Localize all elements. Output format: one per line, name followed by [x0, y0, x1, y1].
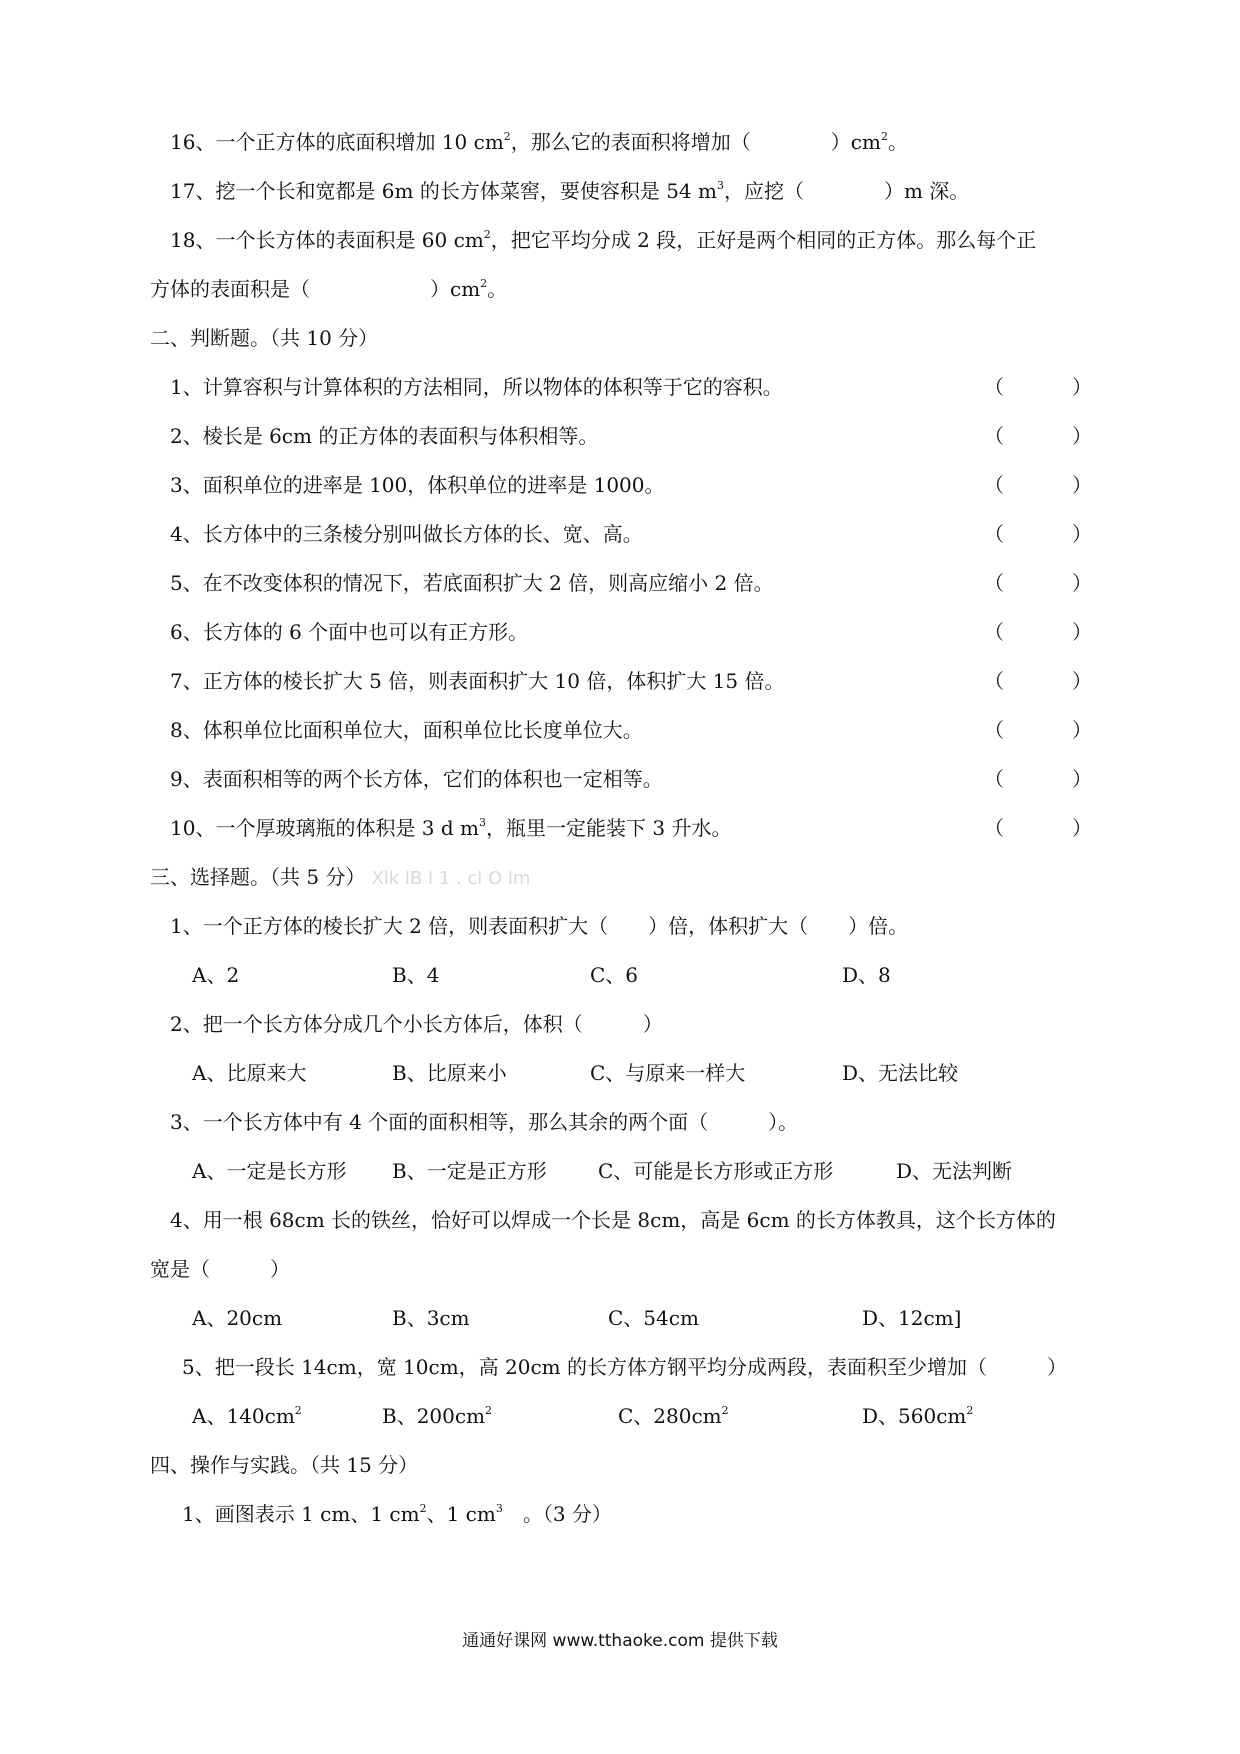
choice-5-option-b[interactable]: B、$200cm^2$	[382, 1404, 493, 1428]
choice-3-option-d[interactable]: D、无法判断	[896, 1159, 1013, 1183]
choice-5-option-d[interactable]: D、$560cm^2$	[862, 1404, 974, 1428]
watermark-text: Xlk lB l 1 . cl O lm	[371, 868, 531, 889]
judge-item-9: 9、表面积相等的两个长方体，它们的体积也一定相等。	[170, 767, 663, 791]
judge-item-6: 6、长方体的 6 个面中也可以有正方形。	[170, 620, 529, 644]
judge-item-2: 2、棱长是 6cm 的正方体的表面积与体积相等。	[170, 424, 599, 448]
section-title-judge: 二、判断题。（共 10 分）	[150, 326, 379, 350]
judge-item-7: 7、正方体的棱长扩大 5 倍，则表面积扩大 10 倍，体积扩大 15 倍。	[170, 669, 785, 693]
exam-page: 16、一个正方体的底面积增加 10 $cm^2$，那么它的表面积将增加（ ）$cm^2$。 17、挖一个长和宽都是 6m 的长方体菜窖，要使容积是 54 $m^3$，应挖（ ）m 深。 18、一个长方体的表面积是 60 $cm^2$，把它平均分成 2 段，正好是两个相同的正方体。那么每个正 方体的表面积是（ ）$cm^2$。 二、判断题。（共 10 分） 1、计算容积与计算体积的方法相同，所以物体的体积等于它的容积。 （ ） 2、棱长是 6cm 的正方体的表面积与体积相等。 （ ） 3、面积单位的进率是 100，体积单位的进率是 1000。 （ ） 4、长方体中的三条棱分别叫做长方体的长、宽、高。 （ ） 5、在不改变体积的情况下，若底面积扩大 2 倍，则高应缩小 2 倍。 （ ） 6、长方体的 6 个面中也可以有正方形。 （ ） 7、正方体的棱长扩大 5 倍，则表面积扩大 10 倍，体积扩大 15 倍。 （ ） 8、体积单位比面积单位大，面积单位比长度单位大。 （ ） 9、表面积相等的两个长方体，它们的体积也一定相等。 （ ） 10、一个厚玻璃瓶的体积是 3 d $m^3$，瓶里一定能装下 3 升水。 （ ） 三、选择题。（共 5 分） Xlk lB l 1 . cl O lm 1、一个正方体的棱长扩大 2 倍，则表面积扩大（ ）倍，体积扩大（ ）倍。 A、2 B、4 C、6 D、8 2、把一个长方体分成几个小长方体后，体积（ ） A、比原来大 B、比原来小 C、与原来一样大 D、无法比较 3、一个长方体中有 4 个面的面积相等，那么其余的两个面（ ）。 A、一定是长方形 B、一定是正方形 C、可能是长方形或正方形 D、无法判断 4、用一根 68cm 长的铁丝，恰好可以焊成一个长是 8cm，高是 6cm 的长方体教具，这个长方体的 宽是（ ） A、20cm B、3cm C、54cm D、12cm] 5、把一段长 14cm，宽 10cm，高 20cm 的长方体方钢平均分成两段，表面积至少增加（ ） A、$140cm^2$ B、$200cm^2$ C、$280cm^2$ D、$560cm^2$ 四、操作与实践。（共 15 分） 1、画图表示 1 cm、1 $cm^2$、1 $cm^3$ 。（3 分） 通通好课网 www.tthaoke.com 提供下载	[0, 0, 1240, 1754]
choice-2-option-a[interactable]: A、比原来大	[192, 1061, 307, 1085]
choice-3-option-c[interactable]: C、可能是长方形或正方形	[598, 1159, 834, 1183]
choice-question-5: 5、把一段长 14cm，宽 10cm，高 20cm 的长方体方钢平均分成两段，表面积至少增加（ ）	[182, 1355, 1067, 1379]
choice-1-option-c[interactable]: C、6	[590, 963, 639, 987]
judge-item-1: 1、计算容积与计算体积的方法相同，所以物体的体积等于它的容积。	[170, 375, 783, 399]
page-footer: 通通好课网 www.tthaoke.com 提供下载	[462, 1631, 778, 1651]
choice-3-option-b[interactable]: B、一定是正方形	[392, 1159, 547, 1183]
choice-4-option-a[interactable]: A、20cm	[192, 1306, 283, 1330]
choice-3-option-a[interactable]: A、一定是长方形	[192, 1159, 347, 1183]
choice-2-option-b[interactable]: B、比原来小	[392, 1061, 507, 1085]
choice-question-1: 1、一个正方体的棱长扩大 2 倍，则表面积扩大（ ）倍，体积扩大（ ）倍。	[170, 914, 909, 938]
section-title-choice: 三、选择题。（共 5 分） Xlk lB l 1 . cl O lm	[150, 865, 531, 889]
judge-item-4: 4、长方体中的三条棱分别叫做长方体的长、宽、高。	[170, 522, 643, 546]
choice-1-option-a[interactable]: A、2	[192, 963, 240, 987]
question-18: 18、一个长方体的表面积是 60 $cm^2$，把它平均分成 2 段，正好是两个相同的正方体。那么每个正	[170, 228, 1037, 252]
choice-1-option-b[interactable]: B、4	[392, 963, 440, 987]
choice-question-3: 3、一个长方体中有 4 个面的面积相等，那么其余的两个面（ ）。	[170, 1110, 799, 1134]
question-18-continued: 方体的表面积是（ ）$cm^2$。	[150, 277, 508, 301]
judge-item-3: 3、面积单位的进率是 100，体积单位的进率是 1000。	[170, 473, 665, 497]
choice-5-option-a[interactable]: A、$140cm^2$	[192, 1404, 302, 1428]
choice-question-4-continued: 宽是（ ）	[150, 1257, 290, 1281]
choice-4-option-d[interactable]: D、12cm]	[862, 1306, 962, 1330]
choice-4-option-b[interactable]: B、3cm	[392, 1306, 470, 1330]
practice-question-1: 1、画图表示 1 cm、1 $cm^2$、1 $cm^3$ 。（3 分）	[182, 1502, 612, 1526]
choice-1-option-d[interactable]: D、8	[842, 963, 891, 987]
choice-4-option-c[interactable]: C、54cm	[608, 1306, 699, 1330]
question-16: 16、一个正方体的底面积增加 10 $cm^2$，那么它的表面积将增加（ ）$cm^2$。	[170, 130, 908, 154]
choice-question-2: 2、把一个长方体分成几个小长方体后，体积（ ）	[170, 1012, 663, 1036]
choice-2-option-d[interactable]: D、无法比较	[842, 1061, 959, 1085]
question-17: 17、挖一个长和宽都是 6m 的长方体菜窖，要使容积是 54 $m^3$，应挖（ ）m 深。	[170, 179, 970, 203]
choice-question-4: 4、用一根 68cm 长的铁丝，恰好可以焊成一个长是 8cm，高是 6cm 的长方体教具，这个长方体的	[170, 1208, 1056, 1232]
section-title-practice: 四、操作与实践。（共 15 分）	[150, 1453, 419, 1477]
judge-item-10: 10、一个厚玻璃瓶的体积是 3 d $m^3$，瓶里一定能装下 3 升水。	[170, 816, 732, 840]
judge-item-8: 8、体积单位比面积单位大，面积单位比长度单位大。	[170, 718, 643, 742]
choice-5-option-c[interactable]: C、$280cm^2$	[618, 1404, 729, 1428]
choice-2-option-c[interactable]: C、与原来一样大	[590, 1061, 746, 1085]
judge-item-5: 5、在不改变体积的情况下，若底面积扩大 2 倍，则高应缩小 2 倍。	[170, 571, 774, 595]
